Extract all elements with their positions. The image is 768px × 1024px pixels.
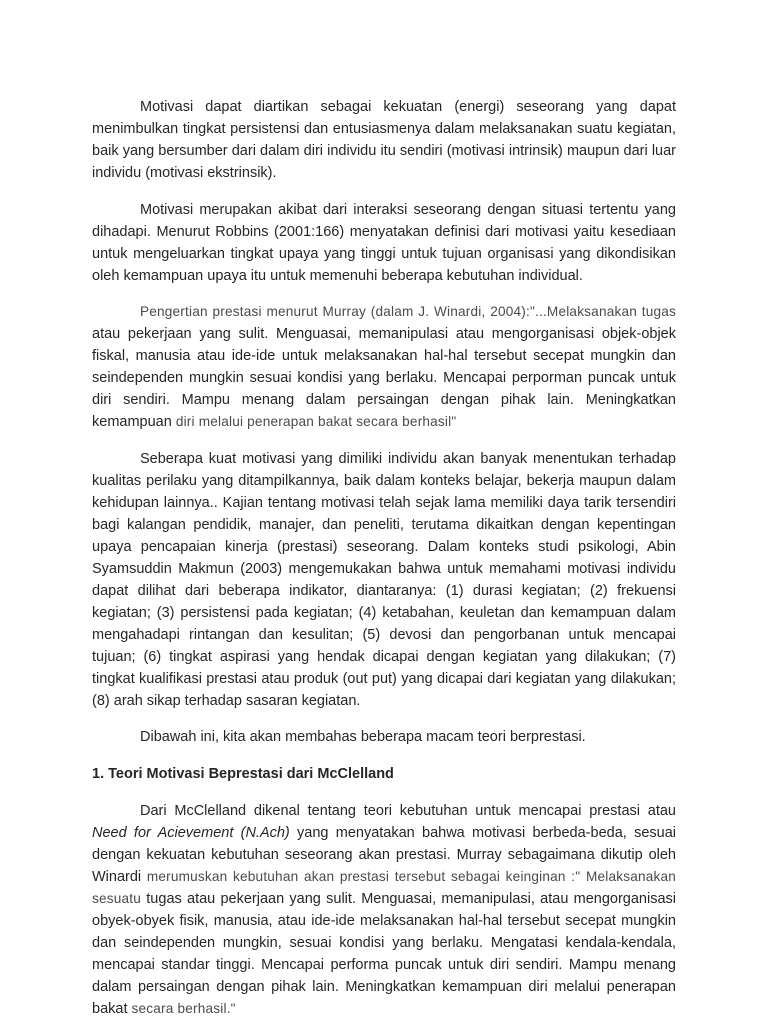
paragraph-intro-teori: Dibawah ini, kita akan membahas beberapa macam teori berprestasi. [140,729,586,745]
paragraph-murray-prestasi [92,301,676,433]
mcclelland-text-a: Dari McClelland dikenal tentang teori kebutuhan untuk mencapai prestasi atau [140,802,676,819]
paragraph-indikator-motivasi: Seberapa kuat motivasi yang dimiliki individu akan banyak menentukan terhadap kualitas perilaku yang ditampilkannya, baik dalam konteks belajar, bekerja maupun dalam kehidupan lainnya.. Kajian tentang motivasi telah sejak lama memiliki daya tarik tersendiri bagi kalangan pendidik, manajer, dan peneliti, terutama dikaitkan dengan kepentingan upaya pencapaian kinerja (prestasi) seseorang. Dalam konteks studi psikologi, Abin Syamsuddin Makmun (2003) mengemukakan bahwa untuk memahami motivasi individu dapat dilihat dari beberapa indikator, diantaranya: (1) durasi kegiatan; (2) frekuensi kegiatan; (3) persistensi pada kegiatan; (4) ketabahan, keuletan dan kemampuan dalam mengahadapi rintangan dan kesulitan; (5) devosi dan pengorbanan untuk mencapai tujuan; (6) tingkat aspirasi yang hendak dicapai dengan kegiatan yang dilakukan; (7) tingkat kualifikasi prestasi atau produk (out put) yang dicapai dari kegiatan yang dilakukan; (8) arah sikap terhadap sasaran kegiatan. [92,450,676,709]
mcclelland-text-c: tugas atau pekerjaan yang sulit. Menguasai, memanipulasi, atau mengorganisasi obyek-obyek fisik, manusia, atau ide-ide melaksanakan hal-hal tersebut secepat mungkin dan seindependen mungkin, sesuai kondisi yang berlaku. Mengatasi kendala-kendala, mencapai standar tinggi. Mencapai performa puncak untuk diri sendiri. Mampu menang dalam persaingan dengan pihak lain. Meningkatkan kemampuan diri melalui penerapan bakat [92,890,676,1017]
murray-body-text: atau pekerjaan yang sulit. Menguasai, memanipulasi atau mengorganisasi objek-objek fiskal, manusia atau ide-ide untuk melaksanakan hal-hal tersebut secepat mungkin dan seindependen mungkin sesuai kondisi yang berlaku. Mencapai perporman puncak untuk diri sendiri. Mampu menang dalam persaingan dengan pihak lain. Meningkatkan kemampuan [92,326,676,430]
mcclelland-tail-text: secara berhasil." [131,1000,236,1016]
mcclelland-light-text: merumuskan kebutuhan akan prestasi tersebut sebagai keinginan :" Melaksanakan sesuatu [92,868,676,906]
mcclelland-nach-term: Need for Acievement (N.Ach) [92,824,290,841]
paragraph-motivasi-definisi: Motivasi dapat diartikan sebagai kekuatan (energi) seseorang yang dapat menimbulkan tingkat persistensi dan entusiasmenya dalam melaksanakan suatu kegiatan, baik yang bersumber dari dalam diri individu itu sendiri (motivasi intrinsik) maupun dari luar individu (motivasi ekstrinsik). [92,99,676,181]
murray-tail-text: diri melalui penerapan bakat secara berhasil" [175,414,457,429]
paragraph-robbins: Motivasi merupakan akibat dari interaksi seseorang dengan situasi tertentu yang dihadapi. Menurut Robbins (2001:166) menyatakan definisi dari motivasi yaitu kesediaan untuk mengeluarkan tingkat upaya yang tinggi untuk tujuan organisasi yang dikondisikan oleh kemampuan upaya itu untuk memenuhi beberapa kebutuhan individual. [92,201,676,284]
mcclelland-text-b: yang menyatakan bahwa motivasi berbeda-beda, sesuai dengan kekuatan kebutuhan seseorang akan prestasi. Murray sebagaimana dikutip oleh Winardi [92,824,676,885]
section-heading-mcclelland: 1. Teori Motivasi Beprestasi dari McClelland [92,765,394,782]
paragraph-mcclelland [92,800,676,1020]
murray-lead-text: Pengertian prestasi menurut Murray (dalam J. Winardi, 2004):"...Melaksanakan tugas [140,304,676,319]
